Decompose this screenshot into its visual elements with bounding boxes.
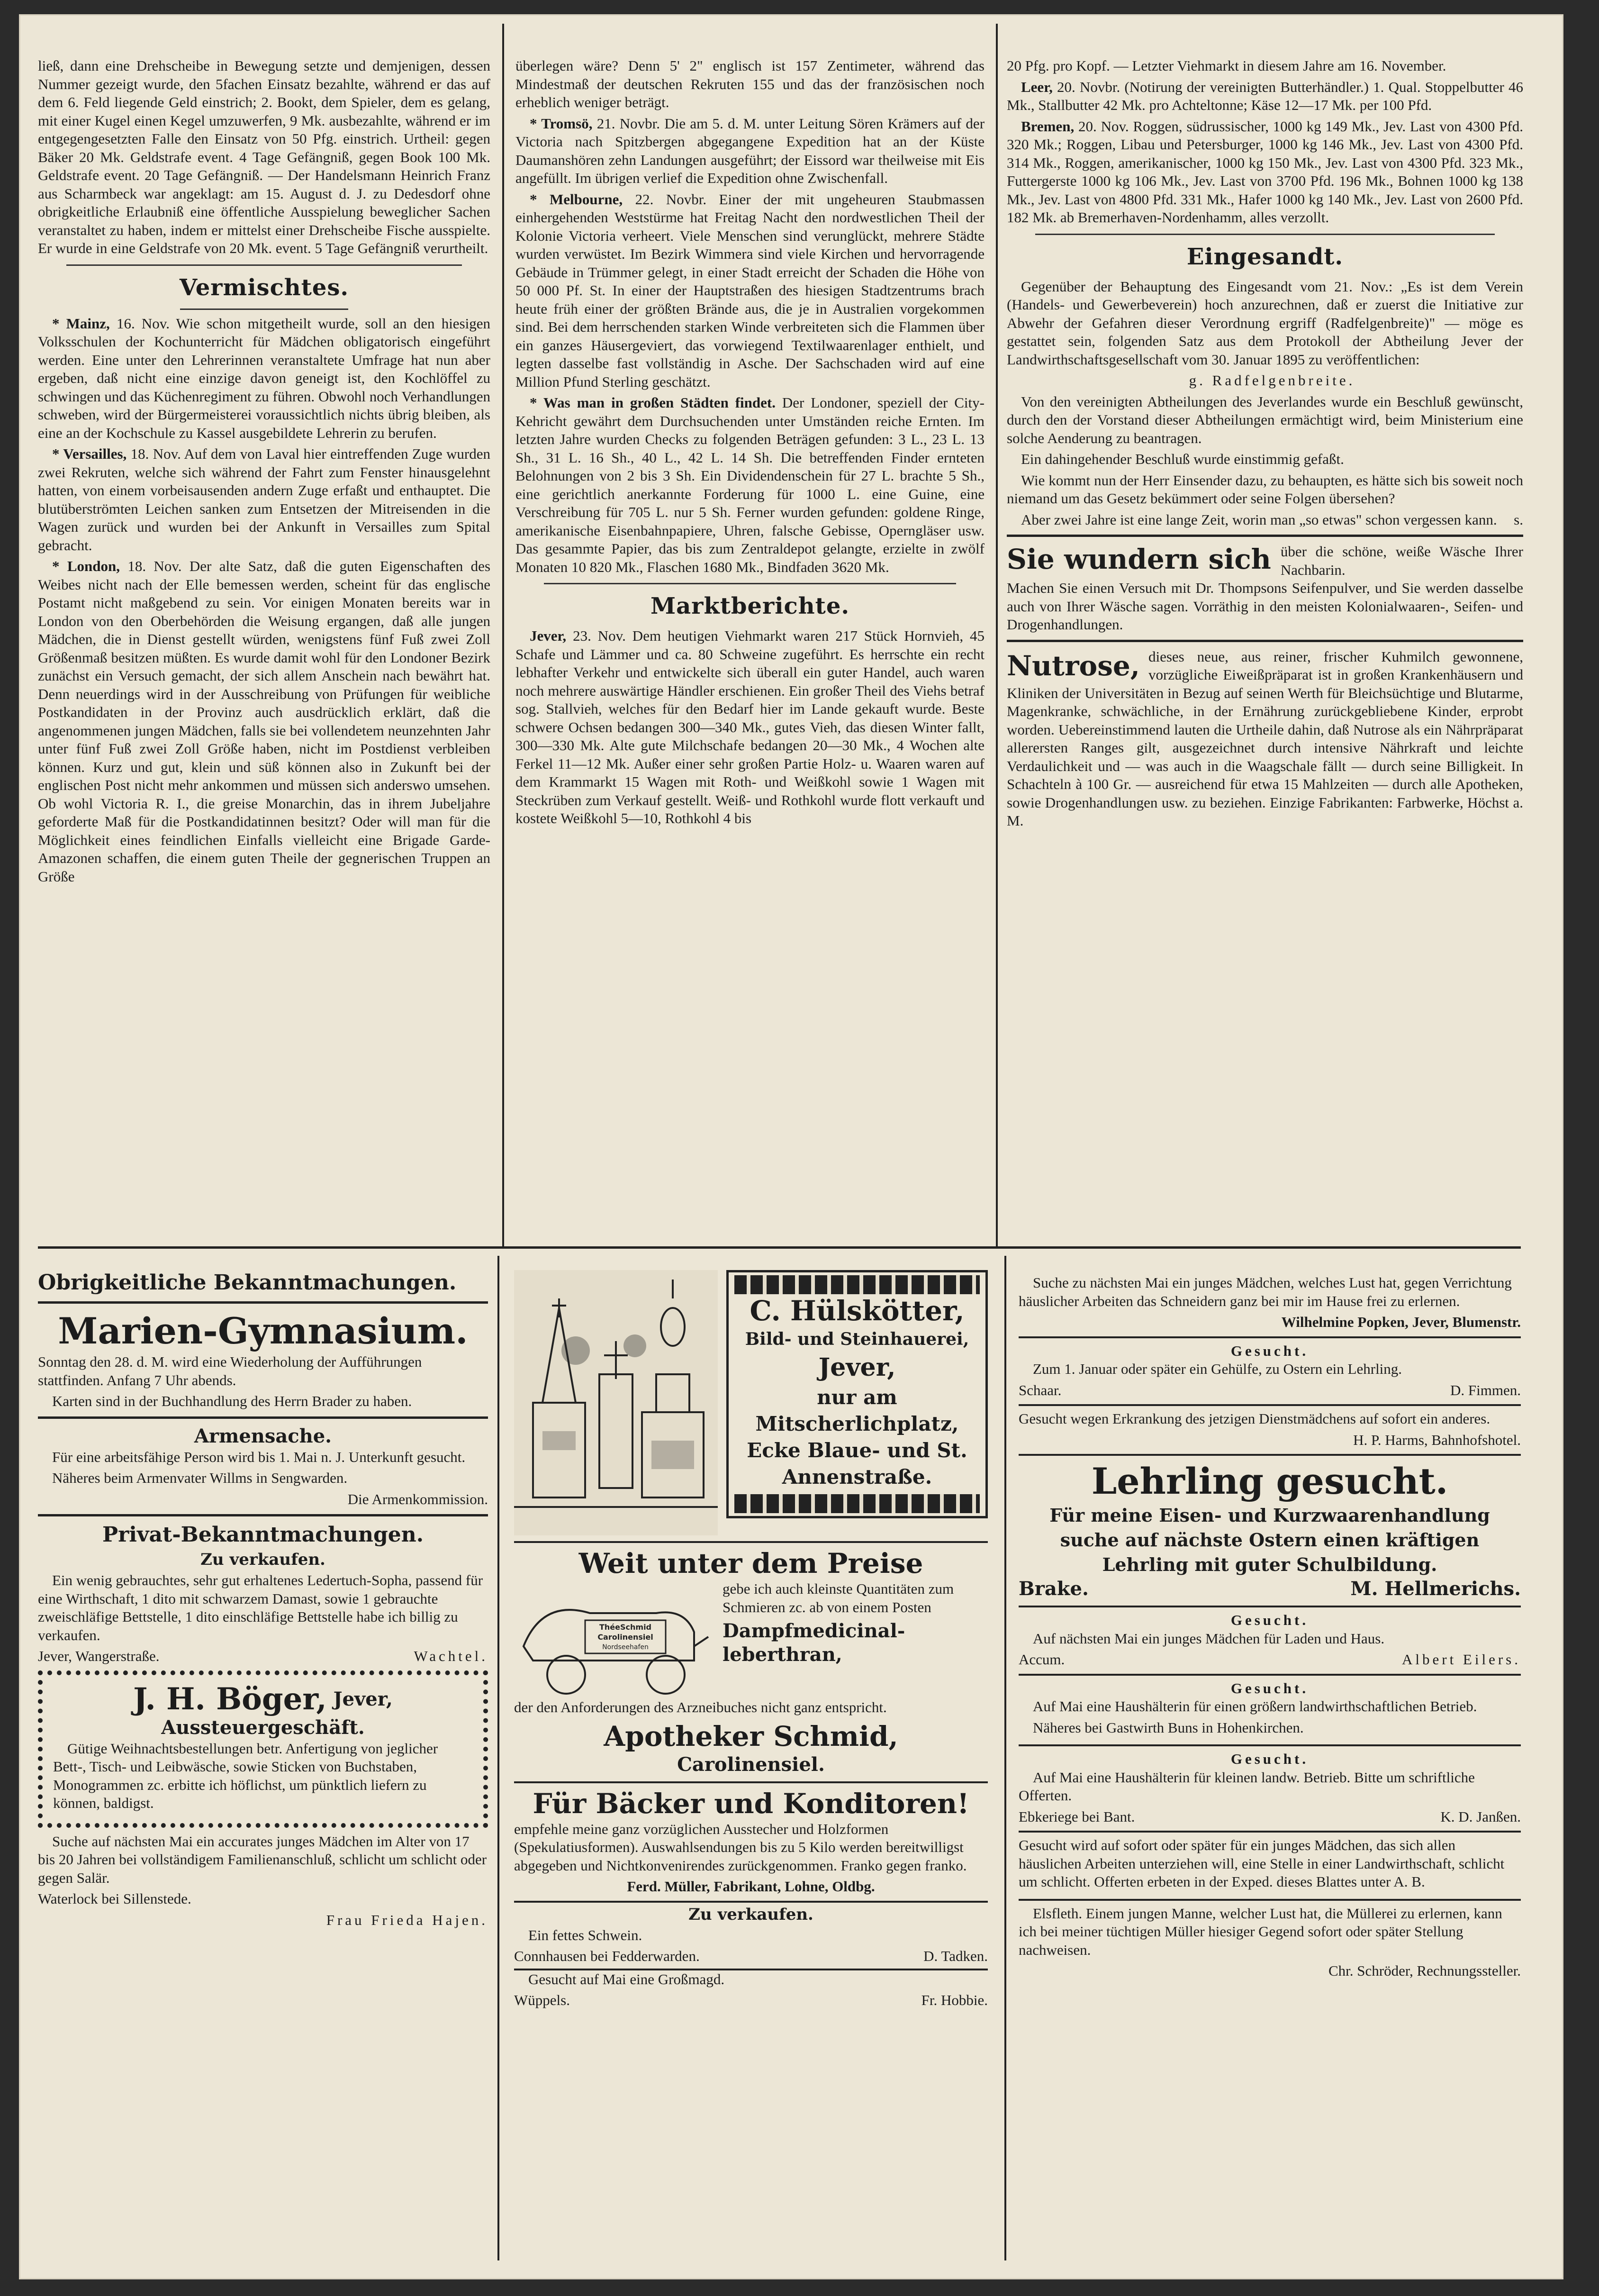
article-london (38, 557, 490, 886)
huelskoetter-subtitle: Bild- und Steinhauerei, (745, 1329, 969, 1349)
divider (1035, 234, 1495, 235)
article-body: 23. Nov. Dem heutigen Viehmarkt waren 217 Stück Hornvieh, 45 Schafe und Lämmer und ca. 80 Schweine zugeführt. Es herrschte ein recht lebhafter Verkehr und entwickelte sich überall ein guter Handel, auch waren noch mehrere auswärtige Händler erschienen. Ein großer Theil des Viehs betraf sog. Stallvieh, welches für den Bedarf hier im Lande gekauft wurde. Beste schwere Ochsen bedangen 300—340 Mk., gutes Vieh, das diesen Winter fallt, 300—330 Mk. Alte gute Milchschafe bedangen 20—30 Mk., 4 Wochen alte Ferkel 11—12 Mk. Außer einer sehr großen Partie Holz- u. Waaren waren auf dem Krammarkt 15 Wagen mit Roth- und Weißkohl sowie 1 Wagen mit Steckrüben zum Verkauf gestellt. Weiß- und Rothkohl wurde flott verkauft und kostete Weißkohl 5—10, Rothkohl 4 bis (515, 627, 985, 826)
muellerei-signature: Chr. Schröder, Rechnungssteller. (1328, 1962, 1521, 1979)
harms-text: Gesucht wegen Erkrankung des jetzigen Dienstmädchens auf sofort ein anderes. (1019, 1410, 1491, 1427)
magd-signature: Fr. Hobbie. (921, 1992, 988, 2008)
divider (544, 583, 956, 584)
ad-headline-row (1007, 543, 1523, 579)
eingesandt-p1: Gegenüber der Behauptung des Eingesandt vom 21. Nov.: „Es ist dem Verein (Handels- und Gewerbeverein) hoch anzurechnen, daß er zuerst die Initiative zur Abwehr der Gefahren dieser Verordnung ergriff (Radfelgenbreite)" — möge es gestattet sein, folgenden Satz aus dem Protokoll der Abtheilung Jever der Landwirthschaftsgesellschaft vom 30. Januar 1895 zu veröffentlichen: (1007, 278, 1523, 368)
ad-nutrose (1007, 648, 1523, 830)
ads-divider (38, 1246, 1521, 1249)
preise-body (514, 1580, 988, 1698)
ad-boeger (38, 1670, 488, 1828)
verkaufen-signature: Wachtel. (414, 1648, 488, 1664)
verkaufen-title: Zu verkaufen. (200, 1550, 325, 1569)
ads-middle-column (514, 1270, 988, 2010)
janssen-text: Auf Mai eine Haushälterin für kleinen landw. Betrieb. Bitte um schriftliche Offerten. (1019, 1769, 1475, 1804)
ad-janssen (1019, 1746, 1521, 1833)
dateline: * Was man in großen Städten findet. (530, 394, 776, 411)
ornament-border (734, 1275, 980, 1294)
column-rule-2 (996, 24, 998, 1246)
eilers-place: Accum. (1019, 1651, 1065, 1668)
article-mainz (38, 315, 490, 443)
fimmen-signature: D. Fimmen. (1450, 1381, 1521, 1398)
eingesandt-p4: Wie kommt nun der Herr Einsender dazu, zu behaupten, es hätte sich bis soweit noch niemand um das Gesetz bekümmert oder seine Folgen übersehen? (1007, 472, 1523, 507)
article-body: Der Londoner, speziell der City-Kehricht gewährt dem Durchsuchenden unter Umständen reiche Ernten. Im letzten Jahre wurden Checks zu folgenden Beträgen gefunden: 3 L., 23 L. 13 Sh., 31 L. 16 Sh., 40 L., 42 L. 14 Sh. Die betreffenden Finder ernteten Belohnungen von 2 bis 3 Sh. Ein Dividendenschein für 27 L. brachte 5 Sh., eine gerichtlich anerkannte Forderung für 1000 L. eine Guine, eine Verschreibung für 705 L. nur 5 Sh. Ferner wurden gefunden: goldene Ringe, amerikanische Eisenbahnpapiere, Uhren, falsche Gebisse, Operngläser usw. Das gesammte Papier, das bis zum Zentraldepot gelangte, erzielte in zwölf Monaten 10 820 Mk., Flaschen 1680 Mk., Bindfaden 3620 Mk. (515, 394, 985, 575)
armensache-signature: Die Armenkommission. (347, 1490, 488, 1507)
lehrling-footer (1019, 1577, 1521, 1601)
fimmen-footer (1019, 1381, 1521, 1400)
harms-signature: H. P. Harms, Bahnhofshotel. (1353, 1431, 1521, 1448)
eingesandt-signature: s. (1514, 511, 1523, 528)
verkaufen2-text: Ein fettes Schwein. (528, 1926, 642, 1943)
buns-text: Auf Mai eine Haushälterin für einen größern landwirthschaftlichen Betrieb. (1033, 1698, 1477, 1715)
article-melbourne (515, 191, 985, 391)
ads-rule-2 (1004, 1256, 1006, 2260)
hajen-place: Waterlock bei Sillenstede. (38, 1890, 191, 1907)
magd-text: Gesucht auf Mai eine Großmagd. (528, 1970, 725, 1987)
eingesandt-p5 (1007, 511, 1523, 529)
newspaper-page (19, 14, 1563, 2279)
article-body: 22. Novbr. Einer der mit ungeheuren Staubmassen einhergehenden Weststürme hat Freitag Nacht den nordwestlichen Theil der Kolonie Victoria verheert. Viele Menschen sind verunglückt, mehrere Städte wurden verwüstet. Im Bezirk Wimmera sind viele Kirchen und hervorragende Gebäude in Trümmer gelegt, in einer Stadt erreicht der Schaden die Höhe von 50 000 Pf. St. In einer der Hauptstraßen des hiesigen Stadtzentrums brach heute früh einer der größten Brände aus, die je in Australien vorgekommen sind. Bei dem herrschenden starken Winde verbreiteten sich die Flammen über ein ganzes Häusergeviert, das vorwiegend Textilwaarenlager enthielt, und legten dasselbe fast vollständig in Asche. Der Sachschaden wird auf eine Million Pfund Sterling geschätzt. (515, 191, 985, 390)
article-city (515, 394, 985, 576)
ads-rule-1 (497, 1256, 499, 2260)
wagon-label: ThéeSchmid (599, 1623, 652, 1632)
ads-left-column (38, 1270, 488, 1929)
schmid-title: Apotheker Schmid, (604, 1720, 898, 1752)
article-jever (515, 627, 985, 828)
ad-baecker (514, 1783, 988, 1903)
gymnasium-text: Sonntag den 28. d. M. wird eine Wiederholung der Aufführungen stattfinden. Anfang 7 Uhr abends. (38, 1353, 422, 1388)
eingesandt-quote: g. Radfelgenbreite. (1189, 372, 1355, 389)
armensache-text: Für eine arbeitsfähige Person wird bis 1. Mai n. J. Unterkunft gesucht. (52, 1448, 466, 1465)
divider (1007, 535, 1523, 537)
ad-harms (1019, 1406, 1521, 1456)
court-report: ließ, dann eine Drehscheibe in Bewegung setzte und demjenigen, dessen Nummer gezeigt wurde, den 5fachen Einsatz bezahlte, während er das auf dem 6. Feld liegende Geld einstrich; 2. Bookt, dem Spieler, dem es gelang, mit einer Kugel einen Kegel umzuwerfen, 9 Mk. ausbezahlte, während er im entgegengesetzten Falle den Einsatz von 50 Pfg. einstrich. Urtheil: gegen Bäker 20 Mk. Geldstrafe event. 4 Tage Gefängniß, gegen Book 100 Mk. Geldstrafe event. 20 Tage Gefängniß. — Der Handelsmann Heinrich Franz aus Scharmbeck war angeklagt: am 15. August d. J. zu Dedesdorf ohne obrigkeitliche Erlaubniß eine öffentliche Ausspielung beweglicher Sachen veranstaltet zu haben, indem er mittelst einer Drehscheibe Fische ausspielte. Er wurde in eine Geldstrafe von 20 Mk. event. 5 Tage Gefängniß verurtheilt. (38, 57, 490, 256)
ad-side-text: über die schöne, weiße Wäsche Ihrer Nachbarin. (1280, 543, 1523, 578)
popken-signature: Wilhelmine Popken, Jever, Blumenstr. (1281, 1314, 1521, 1330)
article-tromso (515, 115, 985, 188)
ad-fimmen (1019, 1338, 1521, 1407)
article-body: 18. Nov. Auf dem von Laval hier eintreffenden Zuge wurden zwei Rekruten, welche sich während der Fahrt zum Fenster hinausgelehnt hatten, von einem vorbeisausenden andern Zuge erfaßt und enthauptet. Die blutüberströmten Leichen sanken zum Entsetzen der Mitreisenden in die Wagen zurück und wurden bei der Ankunft in Versailles zum Spital gebracht. (38, 445, 490, 554)
dateline: Leer, (1021, 78, 1053, 95)
baecker-title: Für Bäcker und Konditoren! (533, 1787, 969, 1820)
huelskoetter-city: Jever, (818, 1353, 896, 1382)
wagon-illustration (514, 1580, 713, 1698)
schmid-place: Carolinensiel. (677, 1753, 825, 1776)
eingesandt-p3: Ein dahingehender Beschluß wurde einstimmig gefaßt. (1021, 451, 1344, 467)
eilers-signature: Albert Eilers. (1401, 1651, 1521, 1668)
ad-text (1007, 648, 1523, 830)
ad-buns (1019, 1676, 1521, 1747)
popken-text: Suche zu nächsten Mai ein junges Mädchen, welches Lust hat, gegen Verrichtung häuslicher Arbeiten das Schneidern ganz bei mir im Hause frei zu erlernen. (1019, 1274, 1512, 1309)
divider (66, 264, 462, 266)
dateline: * Melbourne, (530, 191, 623, 208)
preise-product: Dampfmedicinal-leberthran, (723, 1620, 905, 1666)
column-3 (1007, 57, 1523, 833)
gravestone-illustration (514, 1270, 718, 1535)
article-versailles (38, 445, 490, 554)
article-body: 20. Nov. Roggen, südrussischer, 1000 kg 149 Mk., Jev. Last von 4300 Pfd. 320 Mk.; Roggen, Libau und Petersburger, 1000 kg 146 Mk., Jev. Last von 4300 Pfd. 314 Mk., Roggen, amerikanischer, 1000 kg 150 Mk., Jev. Last von 4300 Pfd. 323 Mk., Futtergerste 1000 kg 106 Mk., Jev. Last von 3700 Pfd. 196 Mk., Bohnen 1000 kg 138 Mk., Jev. Last von 4800 Pfd. 331 Mk., Hafer 1000 kg 140 Mk., Jev. Last von 2600 Pfd. 182 Mk. ab Bremerhaven-Nordenhamm, alles verzollt. (1007, 118, 1523, 226)
column-2 (515, 57, 985, 831)
dateline: Jever, (530, 627, 567, 644)
ad-muellerei (1019, 1901, 1521, 1980)
baecker-text: empfehle meine ganz vorzüglichen Ausstecher und Holzformen (Spekulatiusformen). Auswahlsendungen bis zu 5 Kilo werden bereitwilligst abgegeben und Nichtkonvenirendes zurückgenommen. Franko gegen franko. (514, 1820, 967, 1874)
article-body: 16. Nov. Wie schon mitgetheilt wurde, soll an den hiesigen Volksschulen der Kochunterricht für Mädchen obligatorisch eingeführt werden. Eine unter den Lehrerinnen veranstaltete Umfrage hat nun aber ergeben, daß nicht eine einzige davon geneigt ist, den Kochlöffel zu schwingen und das Küchenregiment zu führen. Obwohl noch Verhandlungen schweben, wird der Bürgermeisterei voraussichtlich nichts übrig bleiben, als eine an der Kochschule zu Kassel ausgebildete Lehrerin zu berufen. (38, 315, 491, 441)
article-bremen (1007, 118, 1523, 227)
heading-privat: Privat-Bekanntmachungen. (102, 1523, 424, 1547)
eilers-footer (1019, 1651, 1521, 1669)
london-continued: überlegen wäre? Denn 5' 2" englisch ist 157 Zentimeter, während das Mindestmaß der deutschen Rekruten 155 und das der französischen noch erheblich weniger beträgt. (515, 57, 985, 110)
dateline: * Mainz, (52, 315, 110, 332)
preise-text-2: der den Anforderungen des Arzneibuches nicht ganz entspricht. (514, 1699, 887, 1715)
hajen-signature: Frau Frieda Hajen. (326, 1911, 488, 1928)
ad-seifenpulver (1007, 543, 1523, 634)
lehrling-signature: M. Hellmerichs. (1350, 1578, 1521, 1600)
preise-title: Weit unter dem Preise (578, 1547, 923, 1579)
dateline: * Tromsö, (530, 115, 593, 132)
buns-title: Gesucht. (1230, 1679, 1309, 1697)
gymnasium-title: Marien-Gymnasium. (58, 1310, 468, 1352)
boeger-place: Jever, (333, 1688, 393, 1710)
verkaufen-footer (38, 1647, 488, 1666)
ads-right-column (1019, 1270, 1521, 1980)
magd-footer (514, 1991, 988, 2010)
eingesandt-p5-text: Aber zwei Jahre ist eine lange Zeit, worin man „so etwas" schon vergessen kann. (1021, 511, 1497, 528)
verkaufen2-title: Zu verkaufen. (688, 1905, 813, 1924)
boeger-subtitle: Aussteuergeschäft. (161, 1716, 365, 1739)
lehrling-text: Für meine Eisen- und Kurzwaarenhandlung suche auf nächste Ostern einen kräftigen Lehrling mit guter Schulbildung. (1049, 1505, 1490, 1575)
fimmen-place: Schaar. (1019, 1381, 1062, 1398)
huelskoetter-address: nur am Mitscherlichplatz, Ecke Blaue- und St. Annenstraße. (747, 1386, 967, 1488)
janssen-title: Gesucht. (1230, 1751, 1309, 1767)
magd-place: Wüppels. (514, 1992, 570, 2008)
divider (38, 1416, 488, 1419)
section-title-eingesandt: Eingesandt. (1186, 243, 1344, 270)
boeger-text: Gütige Weihnachtsbestellungen betr. Anfertigung von jeglicher Bett-, Tisch- und Leibwäsche, sowie Sticken von Buchstaben, Monogrammen zc. erbitte ich höflichst, um pünktlich liefern zu können, baldigst. (53, 1740, 438, 1811)
ad-leberthran (514, 1543, 988, 1783)
article-leer (1007, 78, 1523, 115)
fimmen-text: Zum 1. Januar oder später ein Gehülfe, zu Ostern ein Lehrling. (1033, 1361, 1402, 1377)
lehrling-title: Lehrling gesucht. (1091, 1460, 1448, 1502)
ad-huelskoetter (514, 1270, 988, 1543)
janssen-footer (1019, 1808, 1521, 1826)
jever-continued: 20 Pfg. pro Kopf. — Letzter Viehmarkt in diesem Jahre am 16. November. (1007, 57, 1446, 74)
divider (38, 1514, 488, 1516)
verkaufen-text: Ein wenig gebrauchtes, sehr gut erhaltenes Ledertuch-Sopha, passend für eine Wirthschaft, 1 dito mit schwarzem Damast, sowie 1 gebrauchte zweischläfige Bettstelle, 1 dito einschläfige Bettstelle habe ich billig zu verkaufen. (38, 1572, 483, 1643)
ad-popken (1019, 1270, 1521, 1338)
boeger-header (53, 1683, 473, 1716)
ad-text: Machen Sie einen Versuch mit Dr. Thompsons Seifenpulver, und Sie werden dasselbe auch von Ihrer Wäsche sagen. Vorräthig in den meisten Kolonialwaaren-, Seifen- und Drogenhandlungen. (1007, 580, 1523, 633)
ad-eilers (1019, 1607, 1521, 1676)
boeger-name: J. H. Böger, (133, 1681, 327, 1717)
armensache-text-2: Näheres beim Armenvater Willms in Sengwarden. (52, 1470, 348, 1486)
dateline: Bremen, (1021, 118, 1075, 135)
section-title-markt: Marktberichte. (650, 593, 850, 619)
ad-landwirtschaft (1019, 1833, 1521, 1901)
eingesandt-p2: Von den vereinigten Abtheilungen des Jeverlandes wurde ein Beschluß gewünscht, durch den der Vorstand dieser Abtheilungen ermächtigt wird, beim Ministerium eine solche Aenderung zu beantragen. (1007, 393, 1523, 446)
article-body: 18. Nov. Der alte Satz, daß die guten Eigenschaften des Weibes nicht nach der Elle bemessen werden, scheint für das englische Postamt nicht maßgebend zu sein. Vor einigen Monaten bereits war in London von den Oberbehörden die Weisung ergangen, daß alle jungen Mädchen, die in Dienst gestellt würden, wenigstens fünf Fuß zwei Zoll Größenmaß besitzen müßten. Es wurde damit wohl für den Londoner Bezirk zunächst ein Versuch gemacht, der sich allem Anschein nach bewährt hat. Denn neuerdings wird in der Ausschreibung von Prüfungen für weibliche Postkandidaten in der Provinz auch ausdrücklich erklärt, daß die angenommenen jungen Mädchen, falls sie bei vollendetem neunzehnten Jahr unter fünf Fuß zwei Zoll Größe haben, nicht im Postdienst verbleiben können. Kurz und gut, klein und süß können also in Zukunft bei der englischen Post nicht mehr ankommen und müssen sich anderswo umsehen. Ob wohl Victoria R. I., die greise Monarchin, das in ihrem Jubeljahre geforderte Maß für die Postkandidatinnen besitzt? Oder will man für die Möglichkeit eines feindlichen Einfalls vielleicht eine Brigade Garde-Amazonen schaffen, die einem guten Theile der gegnerischen Truppen an Größe (38, 558, 491, 885)
column-1 (38, 57, 490, 889)
divider (180, 309, 348, 310)
article-body: 21. Novbr. Die am 5. d. M. unter Leitung Sören Krämers auf der Victoria nach Spitzbergen abgegangene Expedition hat an der Küste Daumanshören zehn Landungen ausgeführt; der Eissord war theilweise mit Eis angefüllt. Im übrigen verlief die Expedition ohne Zwischenfall. (515, 115, 985, 186)
ad-body: dieses neue, aus reiner, frischer Kuhmilch gewonnene, vorzügliche Eiweißpräparat ist in großen Krankenhäusern und Kliniken der Universitäten in Bezug auf seinen Werth für Bleichsüchtige und Blutarme, Magenkranke, schwächliche, in der Ernährung zurückgebliebene Kinder, erprobt worden. Uebereinstimmend lauten die Urtheile dahin, daß Nutrose als ein Nährpräparat allerersten Ranges gilt, ausgezeichnet durch intensive Nährkraft und leichte Verdaulichkeit und — was auch in die Waagschale fällt — durch seine Billigkeit. In Schachteln à 100 Gr. — ausreichend für etwa 15 Mahlzeiten — durch alle Apotheken, sowie Drogenhandlungen usw. zu beziehen. Einzige Fabrikanten: Farbwerke, Höchst a. M. (1007, 648, 1523, 829)
eilers-text: Auf nächsten Mai ein junges Mädchen für Laden und Haus. (1033, 1630, 1385, 1647)
wagon-label-2: Carolinensiel (597, 1633, 653, 1642)
fimmen-title: Gesucht. (1230, 1342, 1309, 1359)
heading-obrigkeitlich: Obrigkeitliche Bekanntmachungen. (38, 1271, 457, 1295)
verkaufen2-footer (514, 1947, 988, 1970)
huelskoetter-name: C. Hülskötter, (750, 1295, 965, 1327)
buns-text-2: Näheres bei Gastwirth Buns in Hohenkirchen. (1033, 1719, 1304, 1736)
divider (38, 1301, 488, 1304)
verkaufen2-place: Connhausen bei Fedderwarden. (514, 1948, 700, 1964)
verkaufen-place: Jever, Wangerstraße. (38, 1648, 160, 1664)
landw-text: Gesucht wird auf sofort oder später für ein junges Mädchen, das sich allen häuslichen Arbeiten unterziehen will, eine Stelle in einer Landwirthschaft, schlicht um schlicht. Offerten erbeten in der Exped. dieses Blattes unter A. B. (1019, 1837, 1505, 1890)
section-title-vermischtes: Vermischtes. (179, 274, 349, 301)
ad-lehrling (1019, 1456, 1521, 1607)
hajen-text: Suche auf nächsten Mai ein accurates junges Mädchen im Alter von 17 bis 20 Jahren bei vollständigem Familienanschluß, schlicht um schlicht oder gegen Salär. (38, 1833, 487, 1886)
lehrling-place: Brake. (1019, 1578, 1089, 1600)
preise-text-block (723, 1580, 988, 1667)
baecker-signature: Ferd. Müller, Fabrikant, Lohne, Oldbg. (627, 1878, 875, 1895)
gymnasium-text-2: Karten sind in der Buchhandlung des Herrn Brader zu haben. (52, 1393, 412, 1409)
preise-text: gebe ich auch kleinste Quantitäten zum Schmieren zc. ab von einem Posten (723, 1580, 954, 1615)
article-body: 20. Novbr. (Notirung der vereinigten Butterhändler.) 1. Qual. Stoppelbutter 46 Mk., Stallbutter 42 Mk. pro Achteltonne; Käse 12—17 Mk. per 100 Pfd. (1007, 78, 1523, 113)
ornament-border (734, 1494, 980, 1513)
wagon-label-3: Nordseehafen (602, 1643, 649, 1651)
ad-headline: Sie wundern sich (1007, 543, 1271, 575)
muellerei-text: Elsfleth. Einem jungen Manne, welcher Lust hat, die Müllerei zu erlernen, kann ich bei meiner tüchtigen Müller hiesiger Gegend sofort oder später Stellung nachweisen. (1019, 1905, 1502, 1958)
janssen-place: Ebkeriege bei Bant. (1019, 1808, 1135, 1825)
divider (1007, 640, 1523, 642)
armensache-title: Armensache. (194, 1425, 332, 1447)
verkaufen2-signature: D. Tadken. (923, 1948, 988, 1964)
ad-headline: Nutrose, (1007, 649, 1140, 682)
dateline: * London, (52, 558, 120, 574)
dateline: * Versailles, (52, 445, 127, 462)
huelskoetter-text (726, 1270, 988, 1518)
column-rule-1 (502, 24, 504, 1246)
janssen-signature: K. D. Janßen. (1440, 1808, 1521, 1825)
eilers-title: Gesucht. (1230, 1612, 1309, 1628)
